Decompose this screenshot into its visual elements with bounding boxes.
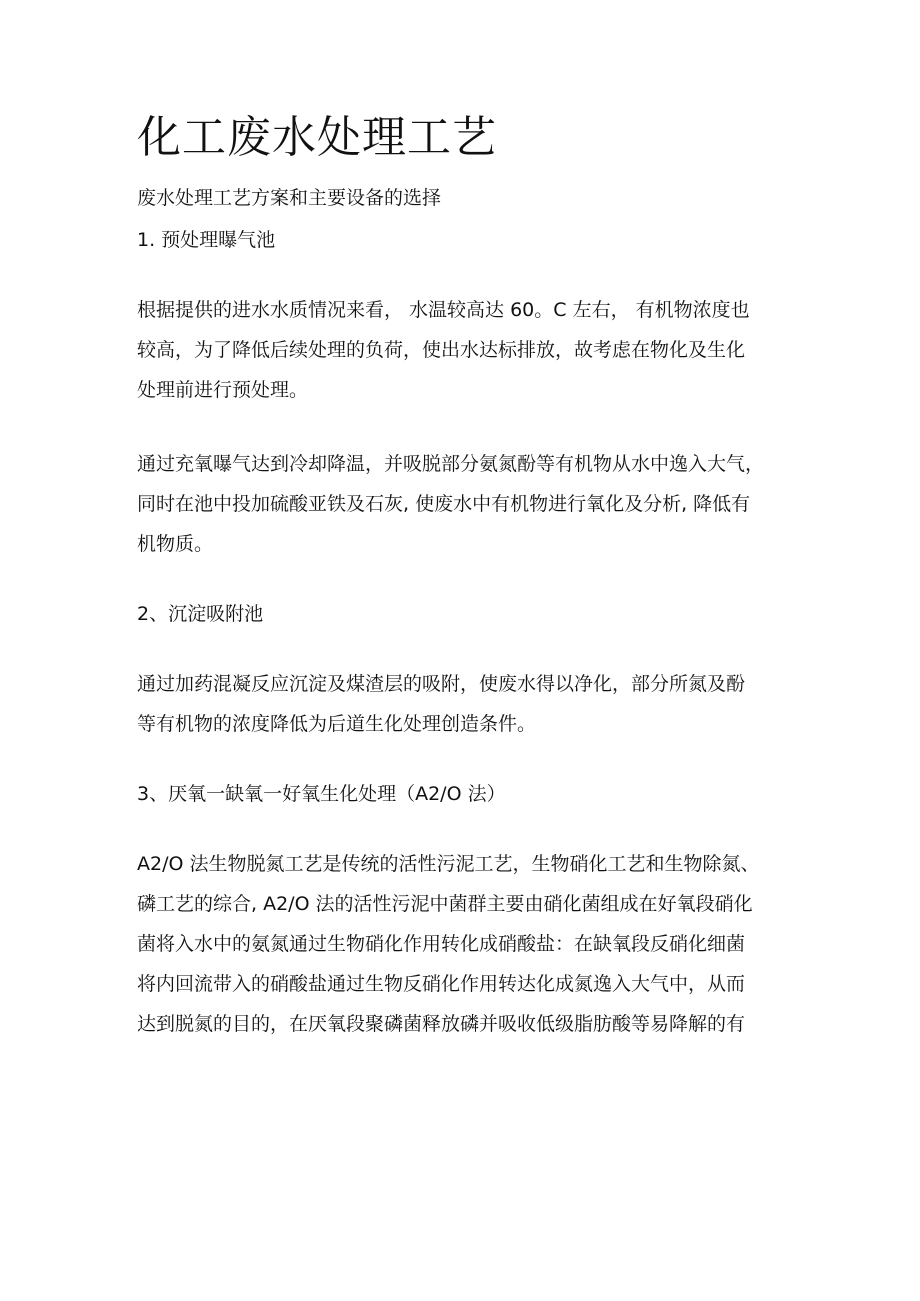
section-1-paragraph-1: [137, 290, 787, 410]
paragraph-line: 同时在池中投加硫酸亚铁及石灰, 使废水中有机物进行氧化及分析, 降低有: [137, 493, 751, 515]
paragraph-line: 通过加药混凝反应沉淀及煤渣层的吸附，使废水得以净化，部分所氮及酚: [137, 673, 746, 695]
paragraph-line: 等有机物的浓度降低为后道生化处理创造条件。: [137, 713, 537, 735]
section-3-heading: 3、厌氧一缺氧一好氧生化处理（A2/O 法）: [137, 783, 506, 805]
section-2-heading: 2、沉淀吸附池: [137, 603, 264, 625]
section-3-paragraph-1: [137, 844, 787, 1044]
paragraph-line: 根据提供的进水水质情况来看， 水温较高达 60。C 左右， 有机物浓度也: [137, 299, 750, 321]
section-1-heading: 1. 预处理曝气池: [137, 229, 276, 251]
paragraph-line: 处理前进行预处理。: [137, 379, 309, 401]
paragraph-line: 机物质。: [137, 533, 214, 555]
section-1-paragraph-2: [137, 444, 787, 564]
document-subtitle: 废水处理工艺方案和主要设备的选择: [137, 187, 442, 209]
document-content: [137, 108, 787, 1044]
paragraph-line: 达到脱氮的目的，在厌氧段聚磷菌释放磷并吸收低级脂肪酸等易降解的有: [137, 1013, 746, 1035]
paragraph-line: A2/O 法生物脱氮工艺是传统的活性污泥工艺，生物硝化工艺和生物除氮、: [137, 853, 760, 875]
paragraph-line: 磷工艺的综合, A2/O 法的活性污泥中菌群主要由硝化菌组成在好氧段硝化: [137, 893, 753, 915]
paragraph-line: 菌将入水中的氨氮通过生物硝化作用转化成硝酸盐：在缺氧段反硝化细菌: [137, 933, 746, 955]
paragraph-line: 较高，为了降低后续处理的负荷，使出水达标排放，故考虑在物化及生化: [137, 339, 746, 361]
section-2-paragraph-1: [137, 664, 787, 744]
paragraph-line: 通过充氧曝气达到冷却降温，并吸脱部分氨氮酚等有机物从水中逸入大气，: [137, 453, 765, 475]
document-title: 化工废水处理工艺: [137, 112, 497, 163]
paragraph-line: 将内回流带入的硝酸盐通过生物反硝化作用转达化成氮逸入大气中，从而: [137, 973, 746, 995]
